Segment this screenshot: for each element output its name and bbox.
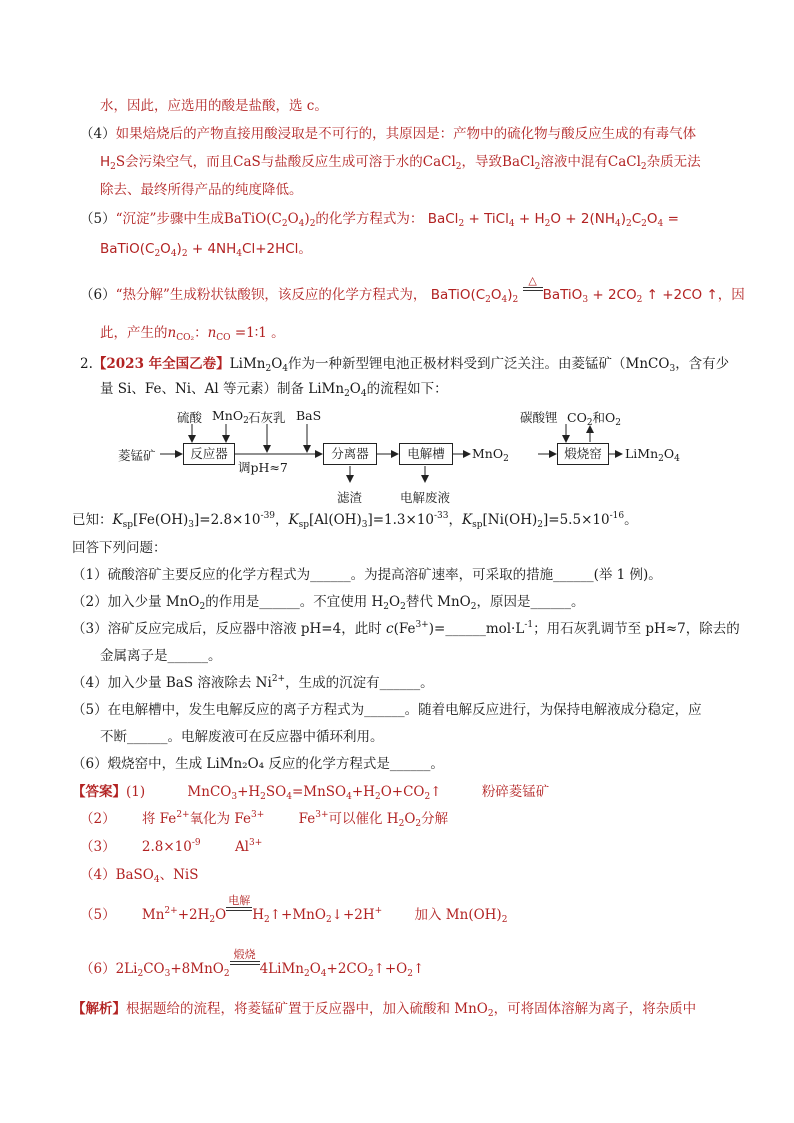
known-constants: 已知：$K_{sp}[Fe(OH)_3]=2.8\times 10^{-39}$，$K_{sp}[Al(OH)_3]=1.3\times 10^{-33}$，$K_{sp}[Ni(OH)_2]=5.5\times 10^{-16}$。 [72, 511, 638, 530]
prev-line-1: 水，因此，应选用的酸是盐酸，选 c。 [100, 98, 328, 114]
prev-q4-line-1: （4）如果焙烧后的产物直接用酸浸取是不可行的，其原因是：产物中的硫化物与酸反应生成的有毒气体 [80, 126, 697, 142]
answer-5: （5） $Mn^{2+}+2H_2O$ 电解 $H_2↑+MnO_2↓+2H^+$ 加入 $Mn(OH)_2$ [80, 894, 508, 925]
question-5-line-2: 不断______。电解废液可在反应器中循环利用。 [100, 729, 384, 745]
flow-output-waste-liquid: 电解废液 [400, 490, 451, 505]
prev-q5-line-1: （5）“沉淀”步骤中生成$BaTiO(C_2O_4)_2$的化学方程式为： BaCl$_2$ + TiCl$_4$ + $H_2O + 2(NH_4)_2C_2O_4$ = [80, 211, 679, 229]
answer-4: （4）BaSO$_4$、NiS [80, 867, 199, 885]
flow-input-lithium-carbonate: 碳酸锂 [520, 410, 558, 425]
flow-box-kiln: 煅烧窑 [557, 443, 609, 465]
prev-q4-line-3: 除去、最终所得产品的纯度降低。 [100, 182, 303, 198]
answer-3: （3） $2.8\times 10^{-9}$ $Al^{3+}$ [80, 838, 263, 855]
flow-arrows [0, 0, 794, 520]
prev-q6-line-2: 此，产生的$n_{CO_2}$：$n_{CO}$ =1∶1 。 [100, 325, 285, 343]
heat-condition: △ [528, 274, 537, 287]
q2-intro-line-1: 2.【2023 年全国乙卷】$LiMn_2O_4$作为一种新型锂电池正极材料受到广泛关注。由菱锰矿（MnCO$_3$，含有少 [80, 356, 730, 374]
flow-box-reactor: 反应器 [183, 443, 235, 465]
question-2: （2）加入少量 MnO$_2$的作用是______。不宜使用 $H_2O_2$替代 MnO$_2$，原因是______。 [72, 594, 585, 612]
prev-q5-line-2: $BaTiO(C_2O_4)_2 + 4NH_4Cl+2HCl$。 [100, 241, 312, 259]
flow-output-residue: 滤渣 [337, 490, 363, 505]
q2-intro-line-2: 量 Si、Fe、Ni、Al 等元素）制备 $LiMn_2O_4$的流程如下： [100, 381, 448, 399]
flow-box-electrolysis-cell: 电解槽 [399, 443, 453, 465]
answer-2: （2） 将 $Fe^{2+}$氧化为 $Fe^{3+}$ $Fe^{3+}$可以催化 $H_2O_2$分解 [80, 810, 449, 829]
flow-output-gases: $CO_2$和$O_2$ [567, 410, 622, 428]
prev-q6-line-1: （6）“热分解”生成粉状钛酸钡，该反应的化学方程式为， $BaTiO(C_2O_4)_2$ △ BaTiO$_3$ + $2CO_2$ ↑ +2CO ↑，因 [80, 274, 745, 305]
electrolysis-condition: 电解 [228, 894, 251, 907]
flow-ph-adjust: 调pH≈7 [238, 460, 288, 475]
answer-1: 【答案】(1) $MnCO_3+H_2SO_4=MnSO_4+H_2O+CO_2↑$ 粉碎菱锰矿 [72, 784, 550, 802]
question-6: （6）煅烧窑中，生成 LiMn₂O₄ 反应的化学方程式是______。 [72, 756, 444, 772]
question-3-line-1: （3）溶矿反应完成后，反应器中溶液 pH=4，此时 $c(Fe^{3+})=\_\_\_\_\_\_mol\cdot L^{-1}$；用石灰乳调节至 pH≈7，除去的 [72, 620, 740, 637]
calcination-condition: 煅烧 [233, 948, 256, 961]
flow-input-sulfuric-acid: 硫酸 [177, 410, 203, 425]
question-3-line-2: 金属离子是______。 [100, 648, 222, 664]
flow-intermediate-mno2: MnO$_2$ [472, 446, 509, 464]
flow-product: $LiMn_2O_4$ [625, 446, 680, 464]
flow-box-separator: 分离器 [323, 443, 377, 465]
flow-input-ore: 菱锰矿 [118, 448, 156, 463]
flow-input-lime-milk: 石灰乳 [248, 410, 286, 425]
question-4: （4）加入少量 BaS 溶液除去 $Ni^{2+}$，生成的沉淀有______。 [72, 674, 434, 691]
answer-6: $(6)2Li_2CO_3+8MnO_2$ 煅烧 $4LiMn_2O_4+2CO_2↑+O_2↑$ [80, 948, 425, 979]
question-1: （1）硫酸溶矿主要反应的化学方程式为______。为提高溶矿速率，可采取的措施______(举 1 例)。 [72, 567, 662, 583]
process-flow-diagram [0, 0, 794, 520]
question-5-line-1: （5）在电解槽中，发生电解反应的离子方程式为______。随着电解反应进行，为保持电解液成分稳定，应 [72, 702, 702, 718]
flow-input-bas: BaS [296, 408, 322, 423]
flow-input-mno2: MnO$_2$ [212, 408, 249, 426]
analysis-line-1: 【解析】根据题给的流程，将菱锰矿置于反应器中，加入硫酸和 MnO$_2$，可将固体溶解为离子，将杂质中 [72, 1001, 697, 1019]
prev-q4-line-2: $H_2S$会污染空气，而且CaS与盐酸反应生成可溶于水的CaCl$_2$，导致BaCl$_2$溶液中混有CaCl$_2$杂质无法 [100, 154, 701, 172]
answer-prompt: 回答下列问题： [72, 540, 167, 556]
